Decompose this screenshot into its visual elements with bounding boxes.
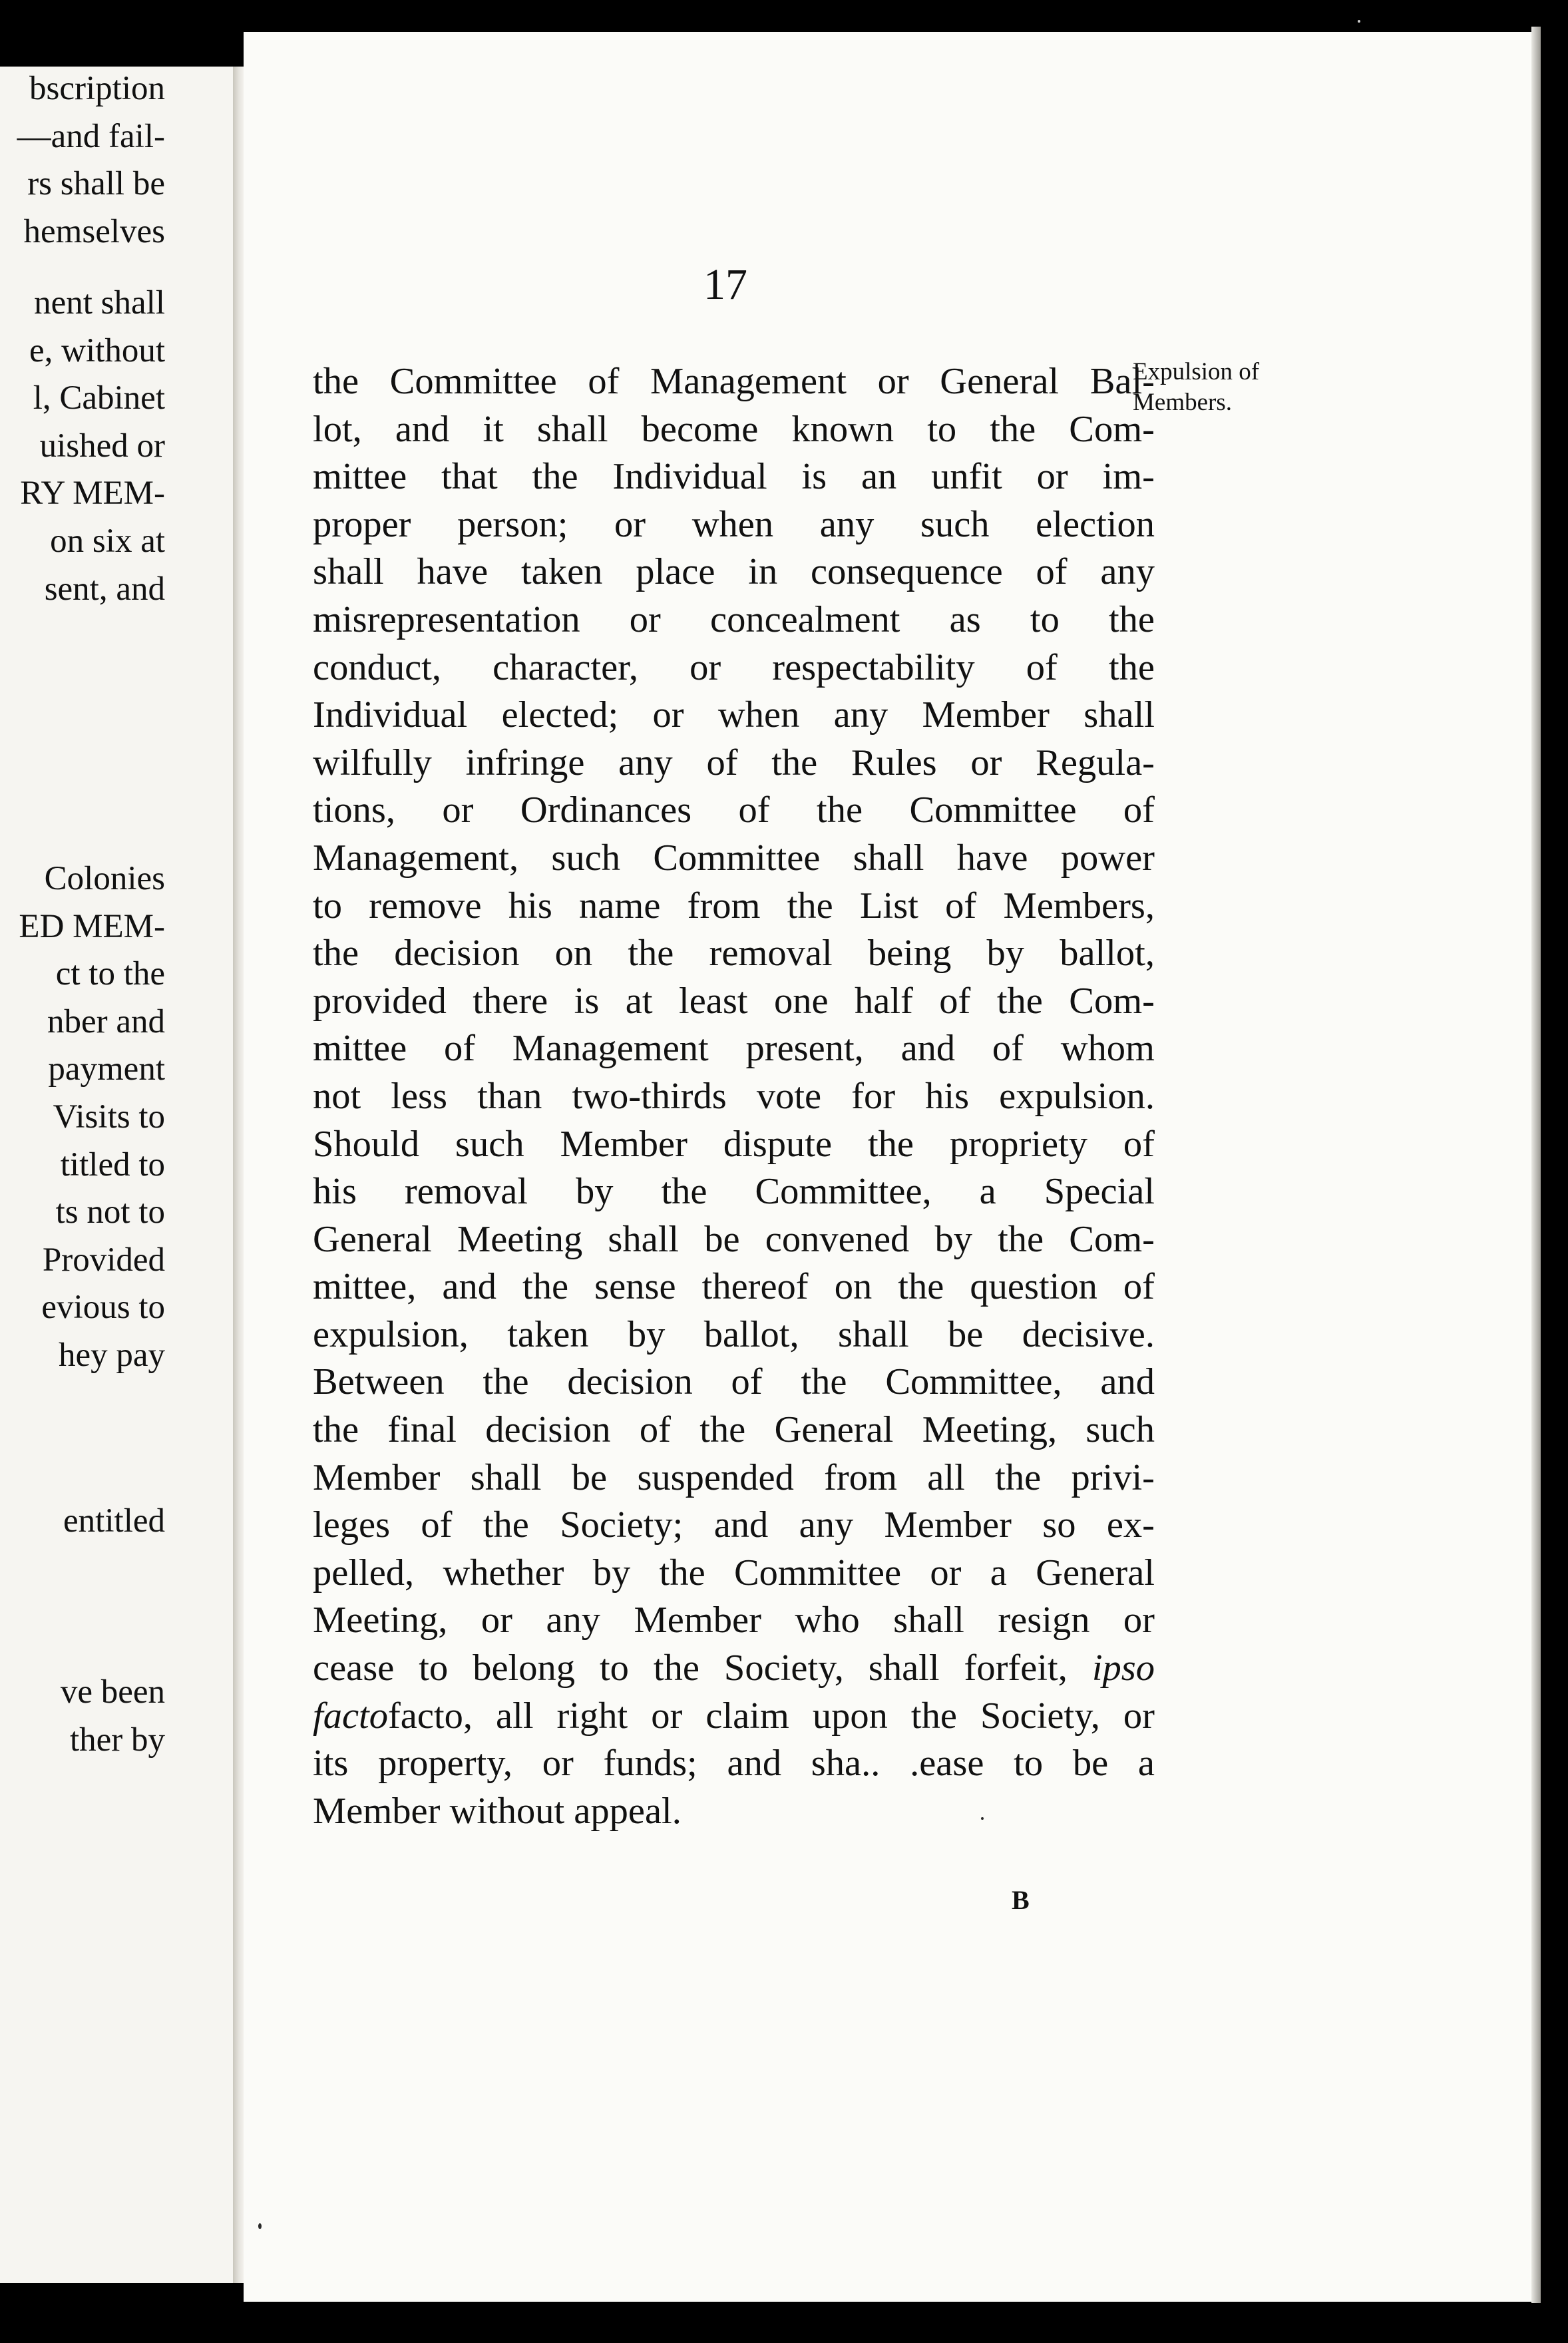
paper-speck bbox=[258, 2223, 262, 2229]
left-line: RY MEM- bbox=[20, 475, 165, 513]
left-line: e, without bbox=[29, 331, 165, 369]
left-line: —and fail- bbox=[17, 117, 165, 155]
text-line: Member without appeal. bbox=[313, 1790, 682, 1832]
italic-word: ipso bbox=[1091, 1647, 1155, 1689]
left-line: ts not to bbox=[55, 1193, 165, 1231]
text-line: wilfully infringe any of the Rules or Regula- bbox=[313, 742, 1155, 783]
book-gutter bbox=[233, 67, 244, 2283]
text-line: misrepresentation or concealment as to the bbox=[313, 598, 1155, 640]
text-line: Should such Member dispute the propriety of bbox=[313, 1123, 1155, 1165]
text-line: lot, and it shall become known to the Com- bbox=[313, 408, 1155, 450]
text-line: proper person; or when any such election bbox=[313, 503, 1155, 545]
text-line: the decision on the removal being by ballot, bbox=[313, 933, 1155, 974]
left-line: payment bbox=[48, 1050, 165, 1088]
text-line: Individual elected; or when any Member shall bbox=[313, 694, 1155, 736]
paper-speck bbox=[1358, 20, 1360, 23]
text-line bbox=[313, 1693, 1155, 1741]
signature-mark: B bbox=[1012, 1885, 1030, 1915]
text-line: shall have taken place in consequence of any bbox=[313, 551, 1155, 593]
text-line: Management, such Committee shall have power bbox=[313, 837, 1155, 879]
marginal-note bbox=[1133, 357, 1332, 418]
left-line: nber and bbox=[47, 1002, 165, 1040]
text-line: expulsion, taken by ballot, shall be decisive. bbox=[313, 1313, 1155, 1355]
paper-speck bbox=[981, 1817, 984, 1820]
text-line: Between the decision of the Committee, and bbox=[313, 1361, 1155, 1403]
left-line: bscription bbox=[29, 70, 165, 107]
italic-word: facto bbox=[313, 1695, 388, 1737]
left-line: on six at bbox=[50, 522, 165, 560]
left-line: sent, and bbox=[44, 570, 165, 608]
text-line: the final decision of the General Meeting, such bbox=[313, 1409, 1155, 1451]
left-line: rs shall be bbox=[27, 165, 165, 203]
left-line: Provided bbox=[42, 1241, 165, 1279]
text-line: provided there is at least one half of the Com- bbox=[313, 980, 1155, 1022]
left-line: ve been bbox=[60, 1673, 165, 1711]
text-line: his removal by the Committee, a Special bbox=[313, 1171, 1155, 1213]
text-segment: facto, all right or claim upon the Society, or bbox=[387, 1695, 1155, 1737]
marginal-note-line: Members. bbox=[1133, 389, 1232, 416]
text-line: General Meeting shall be convened by the Com- bbox=[313, 1218, 1155, 1260]
text-line: leges of the Society; and any Member so ex- bbox=[313, 1504, 1155, 1546]
text-line: Meeting, or any Member who shall resign or bbox=[313, 1599, 1155, 1641]
text-line: its property, or funds; and sha.. .ease to be a bbox=[313, 1743, 1155, 1785]
text-segment: cease to belong to the Society, shall forfeit, bbox=[313, 1647, 1068, 1689]
text-line bbox=[313, 1645, 1155, 1693]
left-line: nent shall bbox=[34, 284, 165, 321]
left-line: ct to the bbox=[55, 955, 165, 993]
left-line: uished or bbox=[39, 427, 165, 465]
text-line: not less than two-thirds vote for his expulsion. bbox=[313, 1075, 1155, 1117]
left-line: l, Cabinet bbox=[33, 379, 165, 417]
text-line: tions, or Ordinances of the Committee of bbox=[313, 789, 1155, 831]
page-edge-shadow bbox=[1531, 27, 1541, 2303]
left-line: ED MEM- bbox=[19, 907, 165, 945]
left-line: Visits to bbox=[53, 1098, 165, 1136]
left-text-group-4 bbox=[0, 1498, 233, 1546]
left-line: hemselves bbox=[23, 212, 165, 250]
left-line: hey pay bbox=[58, 1336, 165, 1374]
body-text bbox=[313, 358, 1155, 1835]
left-text-group-1 bbox=[0, 67, 233, 256]
left-line: entitled bbox=[63, 1502, 165, 1540]
previous-page-fragment bbox=[0, 67, 233, 2283]
text-line: pelled, whether by the Committee or a General bbox=[313, 1552, 1155, 1594]
text-line: mittee, and the sense thereof on the question of bbox=[313, 1266, 1155, 1308]
left-line: evious to bbox=[41, 1289, 165, 1327]
text-line: mittee of Management present, and of whom bbox=[313, 1028, 1155, 1070]
text-line: the Committee of Management or General Bal- bbox=[313, 361, 1155, 402]
left-text-group-5 bbox=[0, 1669, 233, 1764]
left-text-group-2 bbox=[0, 280, 233, 613]
page-number: 17 bbox=[703, 260, 747, 309]
left-line: Colonies bbox=[44, 860, 165, 897]
text-line: mittee that the Individual is an unfit or im- bbox=[313, 456, 1155, 498]
left-line: ther by bbox=[69, 1721, 165, 1759]
marginal-note-line: Expulsion of bbox=[1133, 358, 1260, 385]
text-line: to remove his name from the List of Members, bbox=[313, 885, 1155, 927]
left-text-group-3 bbox=[0, 855, 233, 1380]
text-line: conduct, character, or respectability of the bbox=[313, 646, 1155, 688]
text-line: Member shall be suspended from all the privi- bbox=[313, 1456, 1155, 1498]
left-line: titled to bbox=[60, 1146, 165, 1183]
